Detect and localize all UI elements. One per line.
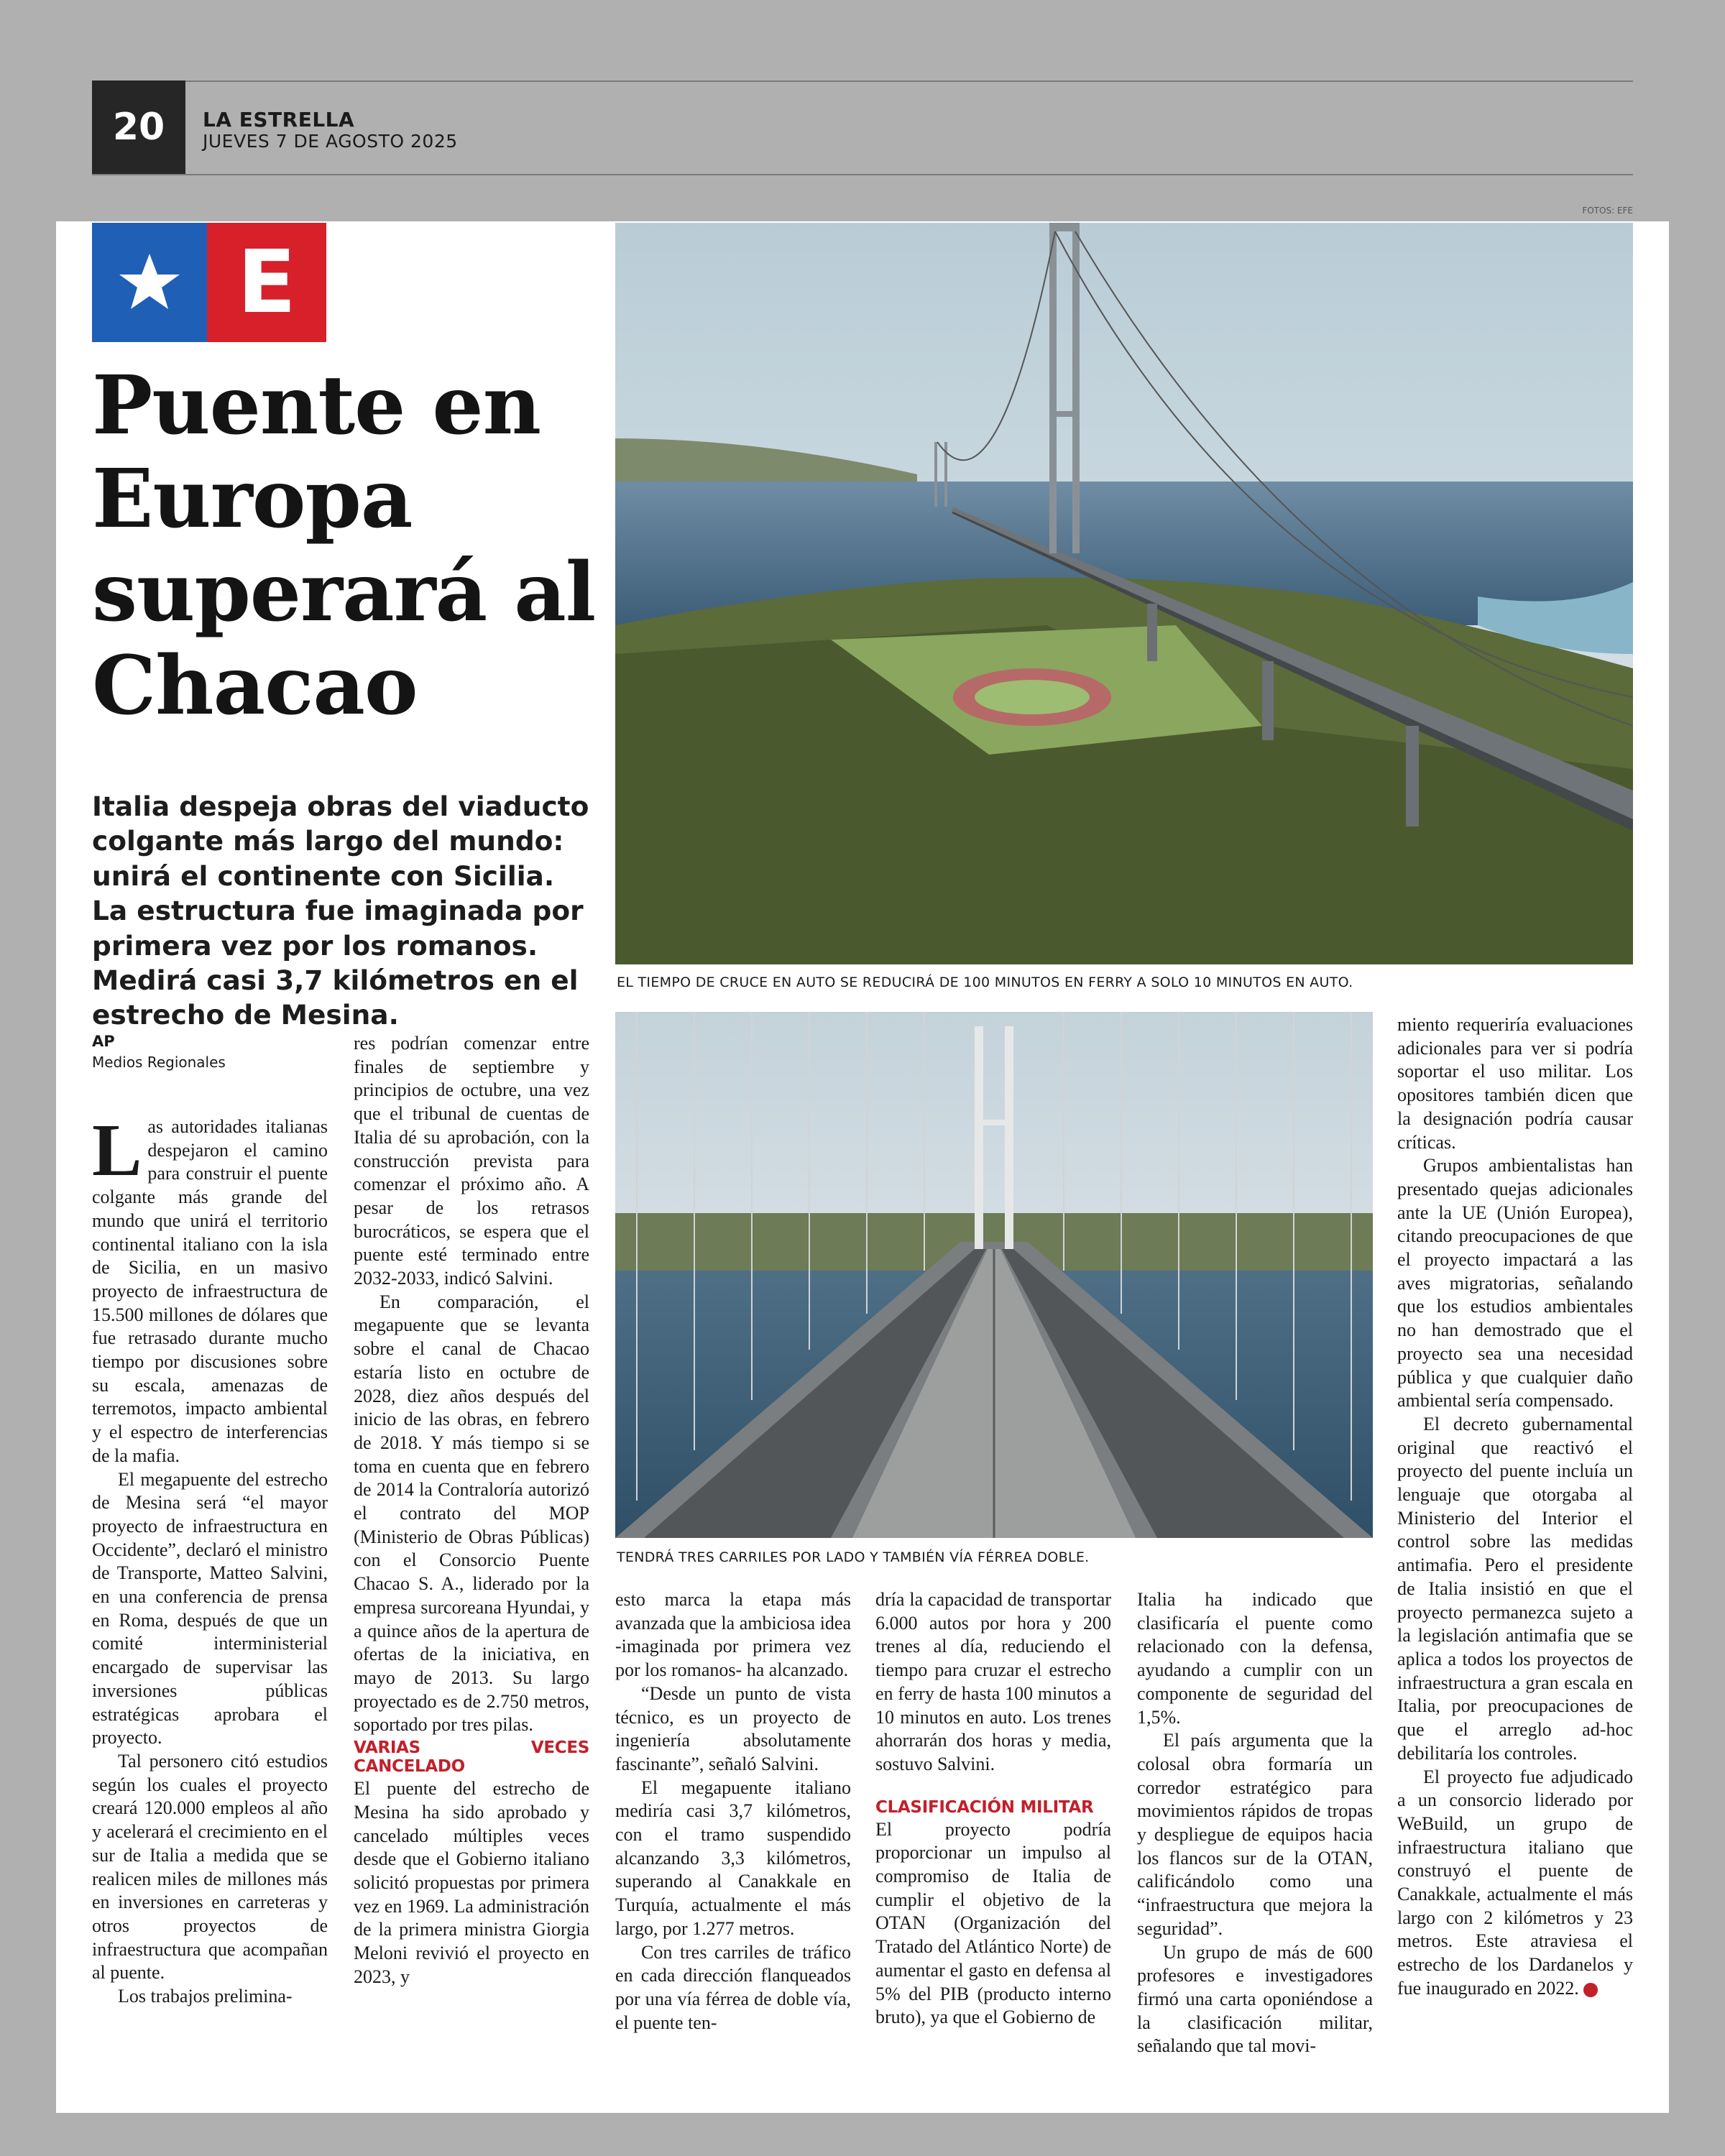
- paragraph: res podrían comenzar entre finales de septiembre y principios de octubre, una vez que el tribunal de cuentas de Italia dé su aprobación, con la construcción prevista para comenzar el próximo año. A pesar de los retrasos burocráticos, se espera que el puente esté terminado entre 2032-2033, indicó Salvini.: [354, 1033, 589, 1289]
- paragraph: dría la capacidad de transportar 6.000 autos por hora y 200 trenes al día, reduciendo el tiempo para cruzar el estrecho en ferry de hasta 100 minutos a 10 minutos en auto. Los trenes ahorrarán dos horas y media, sostuvo Salvini.: [875, 1589, 1111, 1774]
- paragraph: Las autoridades italianas despejaron el camino para construir el puente colgante más grande del mundo que unirá el territorio continental italiano con la isla de Sicilia, en un masivo proyecto de infraestructura de 15.500 millones de dólares que fue retrasado durante mucho tiempo por discusiones sobre su escala, amenazas de terremotos, impacto ambiental y el espectro de interferencias de la mafia.: [92, 1109, 328, 1466]
- paragraph: miento requeriría evaluaciones adicionales para ver si podría soportar el uso militar. Los opositores también dicen que la designación podría causar críticas.: [1397, 1014, 1633, 1153]
- column-6: [1397, 1013, 1633, 2001]
- paragraph: El proyecto podría proporcionar un impulso al compromiso de Italia de cumplir el objetivo de la OTAN (Organización del Tratado del Atlántico Norte) de aumentar el gasto en defensa al 5% del PIB (producto interno bruto), ya que el Gobierno de: [875, 1818, 1111, 2028]
- section-badge-letter: E: [207, 223, 326, 342]
- bridge-deck-photo: [615, 1012, 1373, 1538]
- paragraph: El proyecto fue adjudicado a un consorcio liderado por WeBuild, un grupo de infraestructura italiano que construyó el puente de Canakkale, actualmente el más largo con 2 kilómetros y 23 metros. Este atraviesa el estrecho de los Dardanelos y fue inaugurado en 2022.: [1397, 1766, 1633, 1999]
- section-heading: VARIAS VECES CANCELADO: [354, 1738, 589, 1777]
- page-number: 20: [92, 80, 185, 174]
- paragraph: Un grupo de más de 600 profesores e investigadores firmó una carta oponiéndose a la clasificación militar, señalando que tal movi-: [1137, 1941, 1373, 2057]
- paragraph: esto marca la etapa más avanzada que la ambiciosa idea -imaginada por primera vez por los romanos- ha alcanzado.: [615, 1589, 851, 1681]
- article-subtitle: Italia despeja obras del viaducto colgante más largo del mundo: unirá el continente con Sicilia. La estructura fue imaginada por primera vez por los romanos. Medirá casi 3,7 kilómetros en el estrecho de Mesina.: [92, 791, 589, 1031]
- paragraph: El país argumenta que la colosal obra formaría un corredor estratégico para movimientos rápidos de tropas y despliegue de equipos hacia los flancos sur de la OTAN, calificándolo como una “infraestructura que mejora la seguridad”.: [1137, 1730, 1373, 1939]
- paragraph: El megapuente del estrecho de Mesina será “el mayor proyecto de infraestructura en Occidente”, declaró el ministro de Transporte, Matteo Salvini, en una conferencia de prensa en Roma, después de que un comité interministerial encargado de supervisar las inversiones públicas estratégicas aprobara el proyecto.: [92, 1468, 328, 1749]
- paragraph: Grupos ambientalistas han presentado quejas adicionales ante la UE (Unión Europea), citando preocupaciones de que el proyecto impactará a las aves migratorias, señalando que los estudios ambientales no han demostrado que el proyecto sea una necesidad pública y que cualquier daño ambiental sería compensado.: [1397, 1155, 1633, 1411]
- star-icon: [92, 223, 207, 342]
- section-heading: CLASIFICACIÓN MILITAR: [875, 1797, 1094, 1817]
- photo-credit: FOTOS: EFE: [1582, 206, 1633, 216]
- column-2: [354, 1032, 589, 1989]
- header-bottom-rule: [92, 174, 1633, 175]
- header-top-rule: [92, 80, 1633, 82]
- column-5: [1137, 1588, 1373, 2058]
- bridge-aerial-photo: [615, 223, 1633, 964]
- paragraph: “Desde un punto de vista técnico, es un proyecto de ingeniería absolutamente fascinante”, señaló Salvini.: [615, 1682, 851, 1774]
- photo1-caption: EL TIEMPO DE CRUCE EN AUTO SE REDUCIRÁ DE 100 MINUTOS EN FERRY A SOLO 10 MINUTOS EN AUTO.: [617, 975, 1353, 990]
- column-4: [875, 1588, 1111, 2030]
- article-title: Puente en Europa superará al Chacao: [92, 359, 596, 733]
- paragraph: En comparación, el megapuente que se levanta sobre el canal de Chacao estaría listo en octubre de 2028, diez años después del inicio de las obras, en febrero de 2018. Y más tiempo si se toma en cuenta que en febrero de 2014 la Contraloría autorizó el contrato del MOP (Ministerio de Obras Públicas) con el Consorcio Puente Chacao S. A., liderado por la empresa surcoreana Hyundai, y a quince años de la apertura de ofertas de la iniciativa, en mayo de 2013. Su largo proyectado es de 2.750 metros, soportado por tres pilas.: [354, 1291, 589, 1736]
- publication-name: LA ESTRELLA: [203, 108, 355, 132]
- column-1: [92, 1109, 328, 2009]
- paragraph: Italia ha indicado que clasificaría el puente como relacionado con la defensa, ayudando a cumplir con un componente de seguridad del 1,5%.: [1137, 1589, 1373, 1728]
- byline: AP: [92, 1033, 115, 1050]
- photo2-caption: TENDRÁ TRES CARRILES POR LADO Y TAMBIÉN VÍA FÉRREA DOBLE.: [617, 1549, 1090, 1565]
- publication-date: JUEVES 7 DE AGOSTO 2025: [203, 131, 458, 152]
- paragraph: El puente del estrecho de Mesina ha sido aprobado y cancelado múltiples veces desde que el Gobierno italiano solicitó propuestas por primera vez en 1969. La administración de la primera ministra Giorgia Meloni revivió el proyecto en 2023, y: [354, 1778, 589, 1987]
- end-mark-icon: [1583, 1983, 1598, 1997]
- drop-cap: L: [92, 1109, 142, 1192]
- paragraph: El decreto gubernamental original que reactivó el proyecto del puente incluía un lenguaje que otorgaba al Ministerio del Interior el control sobre las medidas antimafia. Pero el presidente de Italia insistió en que el proyecto permanezca sujeto a la legislación antimafia que se aplica a todos los proyectos de infraestructura a gran escala en Italia, por preocupaciones de que el arreglo ad-hoc debilitaría los controles.: [1397, 1413, 1633, 1764]
- column-3: [615, 1588, 851, 2035]
- section-badge-flag: [92, 223, 207, 342]
- paragraph: El megapuente italiano mediría casi 3,7 kilómetros, con el tramo suspendido alcanzando 3,3 kilómetros, superando al Canakkale en Turquía, actualmente el más largo, por 1.277 metros.: [615, 1777, 851, 1939]
- paragraph: Tal personero citó estudios según los cuales el proyecto creará 120.000 empleos al año y acelerará el crecimiento en el sur de Italia a medida que se realicen miles de millones más en inversiones en carreteras y otros proyectos de infraestructura que acompañan al puente.: [92, 1750, 328, 1984]
- paragraph: Con tres carriles de tráfico en cada dirección flanqueados por una vía férrea de doble vía, el puente ten-: [615, 1941, 851, 2033]
- byline-source: Medios Regionales: [92, 1054, 226, 1071]
- paragraph: Los trabajos prelimina-: [118, 1986, 293, 2007]
